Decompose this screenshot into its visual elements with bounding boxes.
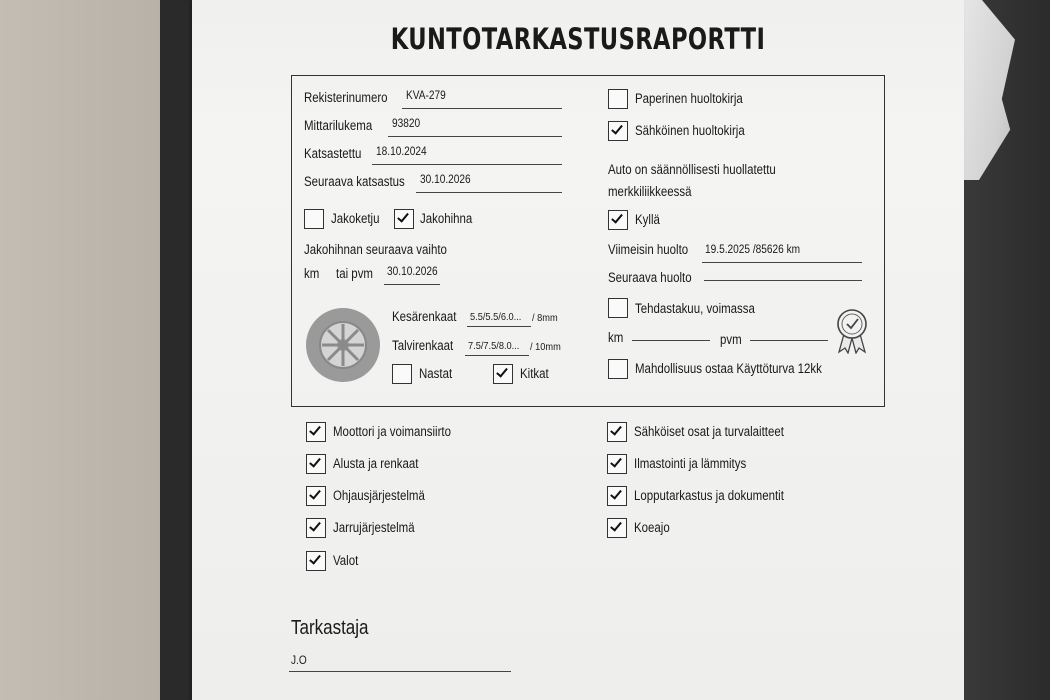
studs-checkbox[interactable] [392, 364, 412, 384]
check-lights-label: Valot [333, 553, 359, 568]
timing-chain-checkbox[interactable] [304, 209, 324, 229]
certificate-badge-icon [835, 308, 869, 354]
paper-book-label: Paperinen huoltokirja [635, 91, 743, 106]
belt-or-date-label: tai pvm [336, 266, 373, 281]
last-service-value: 19.5.2025 /85626 km [705, 244, 801, 256]
next-insp-label: Seuraava katsastus [304, 174, 405, 189]
inspector-label: Tarkastaja [291, 617, 369, 639]
check-hvac-label: Ilmastointi ja lämmitys [634, 456, 747, 471]
details-box [291, 75, 885, 407]
check-final-label: Lopputarkastus ja dokumentit [634, 488, 784, 503]
reg-label: Rekisterinumero [304, 90, 388, 105]
check-electrical-checkbox[interactable] [607, 422, 627, 442]
check-electrical-label: Sähköiset osat ja turvalaitteet [634, 424, 784, 439]
odo-value: 93820 [392, 118, 421, 130]
check-chassis-checkbox[interactable] [306, 454, 326, 474]
warranty-km-label: km [608, 330, 624, 345]
warranty-pvm-line [750, 340, 828, 341]
yes-label: Kyllä [635, 212, 660, 227]
winter-tires-value: 7.5/7.5/8.0... [468, 340, 520, 352]
inspected-underline [372, 164, 562, 165]
summer-tires-label: Kesärenkaat [392, 309, 457, 324]
belt-next-date: 30.10.2026 [387, 266, 438, 278]
tire-icon [305, 307, 381, 383]
summer-tires-value: 5.5/5.5/6.0... [470, 311, 522, 323]
check-brakes-checkbox[interactable] [306, 518, 326, 538]
check-chassis-label: Alusta ja renkaat [333, 456, 419, 471]
odo-label: Mittarilukema [304, 118, 373, 133]
reg-value: KVA-279 [406, 90, 446, 102]
next-insp-value: 30.10.2026 [420, 174, 471, 186]
next-service-underline [704, 280, 862, 281]
check-lights-checkbox[interactable] [306, 551, 326, 571]
odo-underline [388, 136, 562, 137]
e-book-checkbox[interactable] [608, 121, 628, 141]
friction-label: Kitkat [520, 366, 549, 381]
check-steering-label: Ohjausjärjestelmä [333, 488, 425, 503]
belt-date-underline [384, 284, 440, 285]
e-book-label: Sähköinen huoltokirja [635, 123, 745, 138]
warranty-label: Tehdastakuu, voimassa [635, 301, 755, 316]
summer-underline [467, 326, 531, 327]
inspected-label: Katsastettu [304, 146, 362, 161]
winter-underline [465, 355, 529, 356]
check-engine-checkbox[interactable] [306, 422, 326, 442]
inspected-value: 18.10.2024 [376, 146, 427, 158]
timing-belt-checkbox[interactable] [394, 209, 414, 229]
check-engine-label: Moottori ja voimansiirto [333, 424, 451, 439]
winter-tires-unit: / 10mm [530, 341, 561, 353]
check-steering-checkbox[interactable] [306, 486, 326, 506]
check-testdrive-checkbox[interactable] [607, 518, 627, 538]
reg-underline [402, 108, 562, 109]
warranty-km-line [632, 340, 710, 341]
serviced-line2: merkkiliikkeessä [608, 184, 692, 199]
last-service-label: Viimeisin huolto [608, 242, 689, 257]
warranty-pvm-label: pvm [720, 332, 742, 347]
warranty-checkbox[interactable] [608, 298, 628, 318]
paper-book-checkbox[interactable] [608, 89, 628, 109]
inspector-underline [289, 671, 511, 672]
studs-label: Nastat [419, 366, 453, 381]
check-testdrive-label: Koeajo [634, 520, 670, 535]
timing-belt-label: Jakohihna [420, 211, 473, 226]
summer-tires-unit: / 8mm [532, 312, 558, 324]
check-hvac-checkbox[interactable] [607, 454, 627, 474]
belt-next-label: Jakohihnan seuraava vaihto [304, 242, 447, 257]
timing-chain-label: Jakoketju [331, 211, 380, 226]
next-service-label: Seuraava huolto [608, 270, 692, 285]
check-final-checkbox[interactable] [607, 486, 627, 506]
next-insp-underline [416, 192, 562, 193]
serviced-line1: Auto on säännöllisesti huollatettu [608, 162, 776, 177]
yes-checkbox[interactable] [608, 210, 628, 230]
report-title: KUNTOTARKASTUSRAPORTTI [390, 22, 766, 56]
wall-background [0, 0, 160, 700]
kayttoturva-label: Mahdollisuus ostaa Käyttöturva 12kk [635, 361, 822, 376]
last-service-underline [702, 262, 862, 263]
report-sheet [192, 0, 964, 700]
winter-tires-label: Talvirenkaat [392, 338, 454, 353]
friction-checkbox[interactable] [493, 364, 513, 384]
belt-km-label: km [304, 266, 320, 281]
inspector-value: J.O [291, 655, 307, 667]
kayttoturva-checkbox[interactable] [608, 359, 628, 379]
check-brakes-label: Jarrujärjestelmä [333, 520, 415, 535]
